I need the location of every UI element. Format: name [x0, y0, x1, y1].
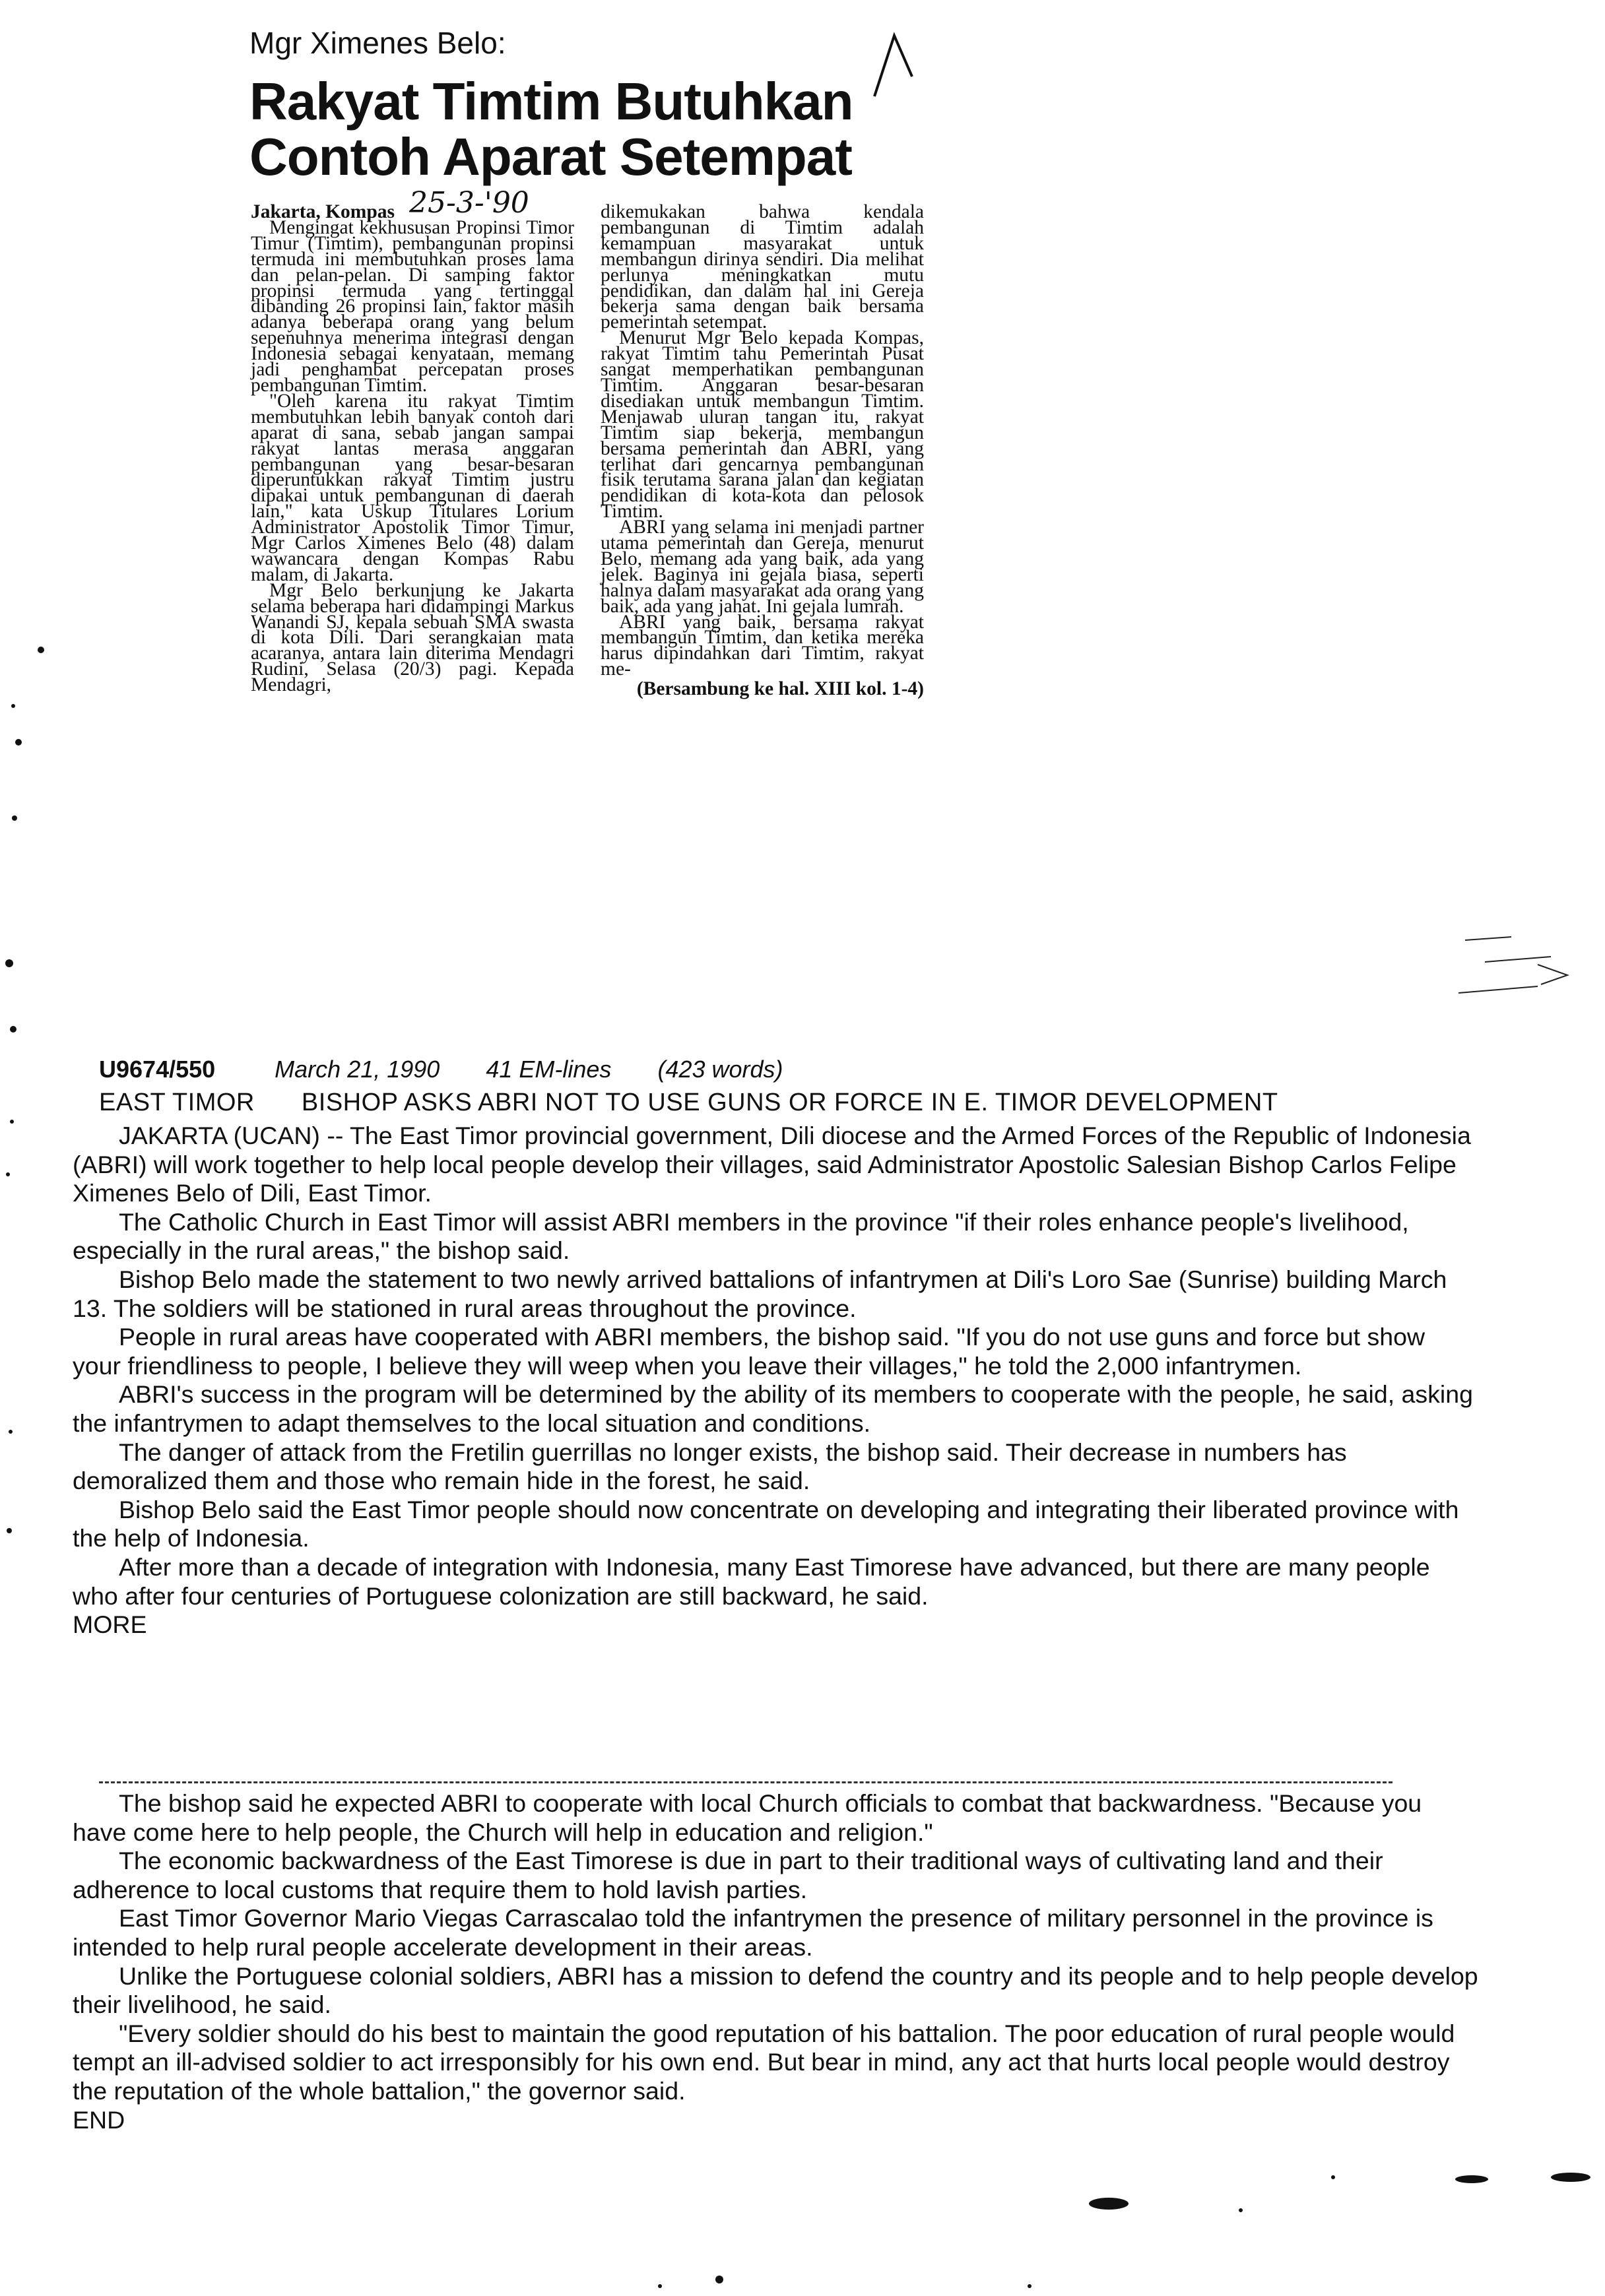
- continued-note: (Bersambung ke hal. XIII kol. 1-4): [636, 678, 924, 700]
- story-title: BISHOP ASKS ABRI NOT TO USE GUNS OR FORCE IN E. TIMOR DEVELOPMENT: [301, 1089, 1278, 1116]
- clipping-paragraph: ABRI yang baik, bersama rakyat membangun Timtim, dan ketika mereka harus dipindahkan dari Timtim, rakyat me-: [601, 611, 924, 680]
- story-date: March 21, 1990: [275, 1056, 440, 1083]
- story-paragraph: The danger of attack from the Fretilin guerrillas no longer exists, the bishop said. Their decrease in numbers has demoralized them and those who remain hide in the forest, he said.: [73, 1438, 1347, 1495]
- story-tag: EAST TIMOR: [99, 1089, 255, 1116]
- clipping-kicker: Mgr Ximenes Belo:: [249, 26, 506, 60]
- story-paragraph: The Catholic Church in East Timor will assist ABRI members in the province "if their roles enhance people's livelihood, especially in the rural areas," the bishop said.: [73, 1207, 1409, 1265]
- story-lines: 41 EM-lines: [486, 1056, 612, 1083]
- story-paragraph: "Every soldier should do his best to maintain the good reputation of his battalion. The poor education of rural people would tempt an ill-advised soldier to act irresponsibly for his own end. But bear in mind, any act that hurts local people would destroy the reputation of the whole battalion," the governor said.: [73, 2019, 1455, 2105]
- story-paragraph: The bishop said he expected ABRI to cooperate with local Church officials to combat that backwardness. "Because you have come here to help people, the Church will help in education and religion.": [73, 1789, 1422, 1846]
- story-paragraph: Bishop Belo said the East Timor people should now concentrate on developing and integrating their liberated province with the help of Indonesia.: [73, 1495, 1459, 1552]
- clipping-paragraph: Mgr Belo berkunjung ke Jakarta selama beberapa hari didampingi Markus Wanandi SJ, kepala sebuah SMA swasta di kota Dili. Dari serangkaian mata acaranya, antara lain diterima Mendagri Rudini, Selasa (20/3) pagi. Kepada Mendagri,: [251, 579, 574, 696]
- clipping-paragraph: dikemukakan bahwa kendala pembangunan di Timtim adalah kemampuan masyarakat untuk membangun dirinya sendiri. Dia melihat perlunya meningkatkan mutu pendidikan, dan dalam hal ini Gereja bekerja sama dengan baik bersama pemerintah setempat.: [601, 201, 924, 333]
- story-paragraph: After more than a decade of integration with Indonesia, many East Timorese have advanced, but there are many people who after four centuries of Portuguese colonization are still backward, he said.: [73, 1552, 1430, 1610]
- end-marker: END: [73, 2105, 125, 2134]
- clipping-paragraph: ABRI yang selama ini menjadi partner utama pemerintah dan Gereja, menurut Belo, memang ada yang baik, ada yang jelek. Baginya ini gejala biasa, seperti halnya dalam masyarakat ada orang yang baik, ada yang jahat. Ini gejala lumrah.: [601, 517, 924, 617]
- headline-line-2: Contoh Aparat Setempat: [249, 127, 852, 186]
- more-marker: MORE: [73, 1610, 147, 1639]
- story-paragraph: East Timor Governor Mario Viegas Carrascalao told the infantrymen the presence of military personnel in the province is intended to help rural people accelerate development in their areas.: [73, 1904, 1433, 1961]
- clipping-paragraph: Mengingat kekhususan Propinsi Timor Timur (Timtim), pembangunan propinsi termuda ini membutuhkan proses lama dan pelan-pelan. Di samping faktor propinsi termuda yang tertinggal dibanding 26 propinsi lain, faktor masih adanya beberapa orang yang belum sepenuhnya menerima integrasi dengan Indonesia sebagai kenyataan, memang jadi penghambat percepatan proses pembangunan Timtim.: [251, 216, 574, 396]
- story-paragraph: People in rural areas have cooperated with ABRI members, the bishop said. "If you do not use guns and force but show your friendliness to people, I believe they will weep when you leave their villages," he told the 2,000 infantrymen.: [73, 1323, 1425, 1380]
- story-paragraph: Unlike the Portuguese colonial soldiers, ABRI has a mission to defend the country and its people and to help people develop their livelihood, he said.: [73, 1961, 1478, 2019]
- story-paragraph: Bishop Belo made the statement to two newly arrived battalions of infantrymen at Dili's Loro Sae (Sunrise) building March 13. The soldiers will be stationed in rural areas throughout the province.: [73, 1265, 1447, 1322]
- story-paragraph: JAKARTA (UCAN) -- The East Timor provincial government, Dili diocese and the Armed Forces of the Republic of Indonesia (ABRI) will work together to help local people develop their villages, said Administrator Apostolic Salesian Bishop Carlos Felipe Ximenes Belo of Dili, East Timor.: [73, 1122, 1471, 1207]
- story-paragraph: ABRI's success in the program will be determined by the ability of its members to cooperate with the people, he said, asking the infantrymen to adapt themselves to the local situation and conditions.: [73, 1380, 1473, 1437]
- story-paragraph: The economic backwardness of the East Timorese is due in part to their traditional ways of cultivating land and their adherence to local customs that require them to hold lavish parties.: [73, 1847, 1383, 1903]
- story-words: (423 words): [657, 1056, 783, 1083]
- handwritten-date: 25-3-'90: [409, 186, 529, 220]
- clipping-paragraph: Menurut Mgr Belo kepada Kompas, rakyat Timtim tahu Pemerintah Pusat sangat memperhatikan pembangunan Timtim. Anggaran besar-besaran disediakan untuk membangun Timtim. Menjawab uluran tangan itu, rakyat Timtim siap bekerja, membangun bersama pemerintah dan ABRI, yang terlihat dari gencarnya pembangunan fisik terutama sarana jalan dan kegiatan pendidikan di kota-kota dan pelosok Timtim.: [601, 327, 924, 523]
- clipping-paragraph: "Oleh karena itu rakyat Timtim membutuhkan lebih banyak contoh dari aparat di sana, sebab jangan sampai rakyat lantas merasa anggaran pembangunan yang besar-besaran diperuntukkan rakyat Timtim justru dipakai untuk pembangunan di daerah lain," kata Uskup Titulares Lorium Administrator Apostolik Timor Timur, Mgr Carlos Ximenes Belo (48) dalam wawancara dengan Kompas Rabu malam, di Jakarta.: [251, 390, 574, 585]
- headline-line-1: Rakyat Timtim Butuhkan: [249, 72, 853, 131]
- dateline: Jakarta, Kompas: [251, 201, 395, 222]
- story-code: U9674/550: [99, 1056, 216, 1083]
